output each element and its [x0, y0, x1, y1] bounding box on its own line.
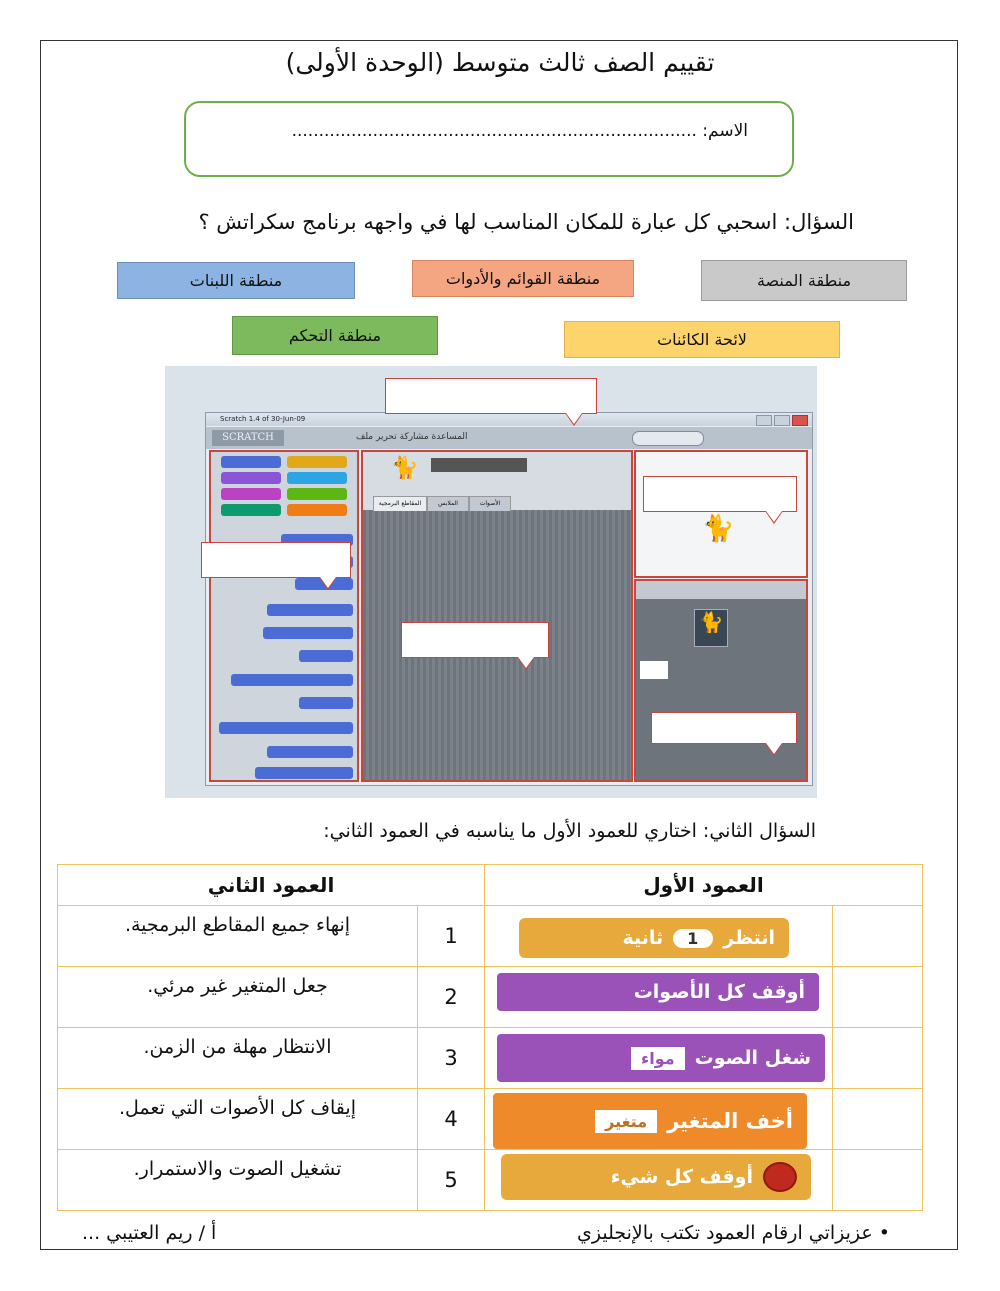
toolbar-pill: [632, 431, 704, 446]
window-title: Scratch 1.4 of 30-Jun-09: [206, 413, 812, 426]
answer-cell[interactable]: [833, 906, 923, 967]
tab-costumes[interactable]: الملابس: [427, 496, 469, 511]
row-number: 1: [418, 906, 485, 967]
category-control: [287, 456, 347, 468]
sprite-toolbar: [636, 581, 806, 599]
play-sound-label: شغل الصوت: [694, 1047, 811, 1069]
drop-target-stage[interactable]: [643, 476, 797, 512]
drop-target-blocks[interactable]: [201, 542, 351, 578]
label-stage-area[interactable]: منطقة المنصة: [701, 260, 907, 301]
matching-table: [57, 864, 923, 1211]
scratch-screenshot: [165, 366, 817, 798]
answer-cell[interactable]: [833, 1028, 923, 1089]
scratch-menubar: [206, 427, 812, 449]
wait-value: 1: [673, 929, 713, 948]
category-motion: [221, 456, 281, 468]
row-text: تشغيل الصوت والاستمرار.: [58, 1150, 418, 1211]
scratch-logo: SCRATCH: [212, 430, 284, 446]
palette-block: [267, 746, 353, 758]
palette-block: [299, 697, 353, 709]
stage-cat-icon: 🐈: [702, 514, 735, 544]
question-1: السؤال: اسحبي كل عبارة للمكان المناسب لها في واجهه برنامج سكراتش ؟: [198, 210, 854, 234]
tab-scripts[interactable]: المقاطع البرمجية: [373, 496, 427, 511]
footer-note: • عزيزاتي ارقام العمود تكتب بالإنجليزي: [577, 1222, 890, 1244]
block-cell: [485, 906, 833, 967]
hide-variable-block: [493, 1093, 807, 1149]
sprite-name-field: [431, 458, 527, 472]
stage-thumbnail: [640, 661, 668, 679]
table-row: [58, 967, 923, 1028]
scripts-area: [361, 450, 633, 782]
category-variables: [287, 504, 347, 516]
category-sound: [221, 488, 281, 500]
block-cell: [485, 1089, 833, 1150]
answer-cell[interactable]: [833, 967, 923, 1028]
page-title: تقييم الصف ثالث متوسط (الوحدة الأولى): [285, 48, 715, 77]
category-pen: [221, 504, 281, 516]
table-row: [58, 1028, 923, 1089]
row-text: جعل المتغير غير مرئي.: [58, 967, 418, 1028]
drop-target-sprites[interactable]: [651, 712, 797, 744]
label-sprites-list[interactable]: لائحة الكائنات: [564, 321, 840, 358]
palette-block: [263, 627, 353, 639]
category-looks: [221, 472, 281, 484]
row-number: 5: [418, 1150, 485, 1211]
question-2: السؤال الثاني: اختاري للعمود الأول ما يناسبه في العمود الثاني:: [323, 820, 816, 842]
blocks-palette: [209, 450, 359, 782]
name-field[interactable]: الاسم: ...........................................................................: [291, 121, 748, 141]
window-controls: [756, 415, 808, 426]
wait-unit: ثانية: [622, 927, 664, 949]
row-text: الانتظار مهلة من الزمن.: [58, 1028, 418, 1089]
palette-block: [267, 604, 353, 616]
stop-all-block: [501, 1154, 811, 1200]
answer-cell[interactable]: [833, 1150, 923, 1211]
category-operators: [287, 488, 347, 500]
wait-block: [519, 918, 789, 958]
table-row: [58, 1150, 923, 1211]
block-cell: [485, 1150, 833, 1211]
row-text: إنهاء جميع المقاطع البرمجية.: [58, 906, 418, 967]
row-text: إيقاف كل الأصوات التي تعمل.: [58, 1089, 418, 1150]
palette-block: [255, 767, 353, 779]
palette-block: [219, 722, 353, 734]
sound-dropdown: مواء: [631, 1047, 685, 1070]
block-cell: [485, 967, 833, 1028]
footer-author: أ / ريم العتيبي ...: [82, 1222, 217, 1244]
tab-sounds[interactable]: الأصوات: [469, 496, 511, 511]
table-row: [58, 906, 923, 967]
row-number: 4: [418, 1089, 485, 1150]
block-cell: [485, 1028, 833, 1089]
label-menus-tools[interactable]: منطقة القوائم والأدوات: [412, 260, 634, 297]
stop-sounds-block: [497, 973, 819, 1011]
stop-sign-icon: [763, 1162, 797, 1192]
scratch-menu: المساعدة مشاركة تحرير ملف: [356, 432, 468, 442]
maximize-icon: [774, 415, 790, 426]
name-field-box[interactable]: [184, 101, 794, 177]
row-number: 2: [418, 967, 485, 1028]
answer-cell[interactable]: [833, 1089, 923, 1150]
label-control-area[interactable]: منطقة التحكم: [232, 316, 438, 355]
col1-header: العمود الأول: [485, 865, 923, 906]
palette-block: [299, 650, 353, 662]
table-row: [58, 1089, 923, 1150]
stop-sounds-label: أوقف كل الأصوات: [633, 981, 805, 1003]
drop-target-scripts[interactable]: [401, 622, 549, 658]
category-sensing: [287, 472, 347, 484]
cat-sprite-icon: 🐈: [391, 456, 419, 481]
drop-target-menus[interactable]: [385, 378, 597, 414]
sprite-thumbnail-icon: 🐈: [694, 609, 728, 647]
wait-label: انتظر: [723, 927, 775, 949]
palette-block: [231, 674, 353, 686]
row-number: 3: [418, 1028, 485, 1089]
stop-all-label: أوقف كل شيء: [610, 1166, 753, 1188]
minimize-icon: [756, 415, 772, 426]
sprite-header: [363, 452, 631, 510]
hide-var-label: أخف المتغير: [667, 1109, 793, 1133]
col2-header: العمود الثاني: [58, 865, 485, 906]
label-blocks-area[interactable]: منطقة اللبنات: [117, 262, 355, 299]
play-sound-block: [497, 1034, 825, 1082]
variable-dropdown: متغير: [595, 1110, 657, 1133]
close-icon: [792, 415, 808, 426]
